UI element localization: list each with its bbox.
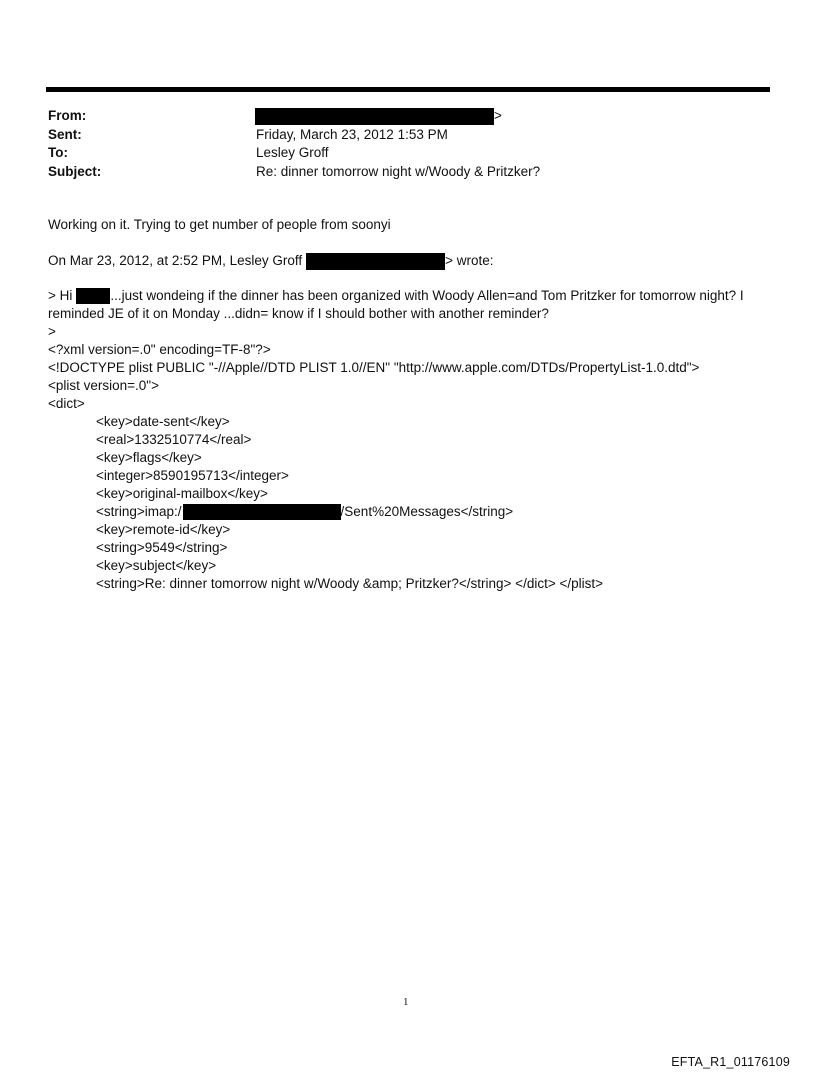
plist-line: <key>subject</key> — [96, 558, 217, 573]
from-row — [48, 107, 748, 126]
imap-suffix: /Sent%20Messages</string> — [340, 504, 514, 519]
plist-open: <plist version=.0"> — [48, 378, 159, 393]
imap-line — [48, 503, 773, 521]
page-number: 1 — [403, 996, 409, 1008]
document-id: EFTA_R1_01176109 — [671, 1055, 790, 1069]
sent-label: Sent: — [48, 126, 82, 142]
header-rule — [46, 87, 770, 92]
to-row — [48, 144, 748, 163]
quoted-message — [48, 287, 773, 593]
xml-declaration: <?xml version=.0" encoding=TF-8"?> — [48, 342, 271, 357]
doctype-line: <!DOCTYPE plist PUBLIC "-//Apple//DTD PLIST 1.0//EN" "http://www.apple.com/DTDs/PropertyList-1.0.dtd"> — [48, 360, 700, 375]
quote-line1-prefix: > Hi — [48, 288, 73, 303]
redaction-box — [255, 108, 494, 125]
quote-line: > — [48, 324, 56, 339]
plist-line: <real>1332510774</real> — [96, 432, 252, 447]
plist-line: <key>original-mailbox</key> — [96, 486, 268, 501]
redaction-box — [306, 253, 445, 270]
quote-line — [48, 287, 773, 305]
plist-line: <key>remote-id</key> — [96, 522, 231, 537]
imap-prefix: <string>imap:/ — [96, 504, 182, 519]
quote-line: reminded JE of it on Monday ...didn= know if I should bother with another reminder? — [48, 306, 549, 321]
quote-intro — [48, 252, 768, 270]
sent-value: Friday, March 23, 2012 1:53 PM — [256, 126, 448, 142]
from-label: From: — [48, 108, 87, 123]
plist-line: <key>date-sent</key> — [96, 414, 230, 429]
reply-text: Working on it. Trying to get number of people from soonyi — [48, 217, 391, 232]
redaction-box — [76, 288, 110, 304]
quote-intro-suffix: > wrote: — [445, 253, 494, 268]
plist-line: <integer>8590195713</integer> — [96, 468, 289, 483]
dict-open: <dict> — [48, 396, 85, 411]
to-value: Lesley Groff — [256, 145, 329, 160]
email-header — [48, 107, 748, 181]
to-label: To: — [48, 145, 68, 160]
plist-line: <string>9549</string> — [96, 540, 228, 555]
plist-line: <string>Re: dinner tomorrow night w/Woody &amp; Pritzker?</string> </dict> </plist> — [96, 576, 603, 591]
sent-row — [48, 126, 748, 145]
plist-line: <key>flags</key> — [96, 450, 202, 465]
redaction-box — [183, 504, 341, 520]
subject-value: Re: dinner tomorrow night w/Woody & Pritzker? — [256, 163, 541, 179]
from-value — [256, 107, 502, 126]
quote-line1-suffix: ...just wondeing if the dinner has been organized with Woody Allen=and Tom Pritzker for tomorrow night? I — [110, 288, 744, 303]
subject-row — [48, 163, 748, 182]
quote-intro-prefix: On Mar 23, 2012, at 2:52 PM, Lesley Groff — [48, 253, 303, 268]
subject-label: Subject: — [48, 163, 102, 179]
from-suffix: > — [494, 108, 502, 123]
